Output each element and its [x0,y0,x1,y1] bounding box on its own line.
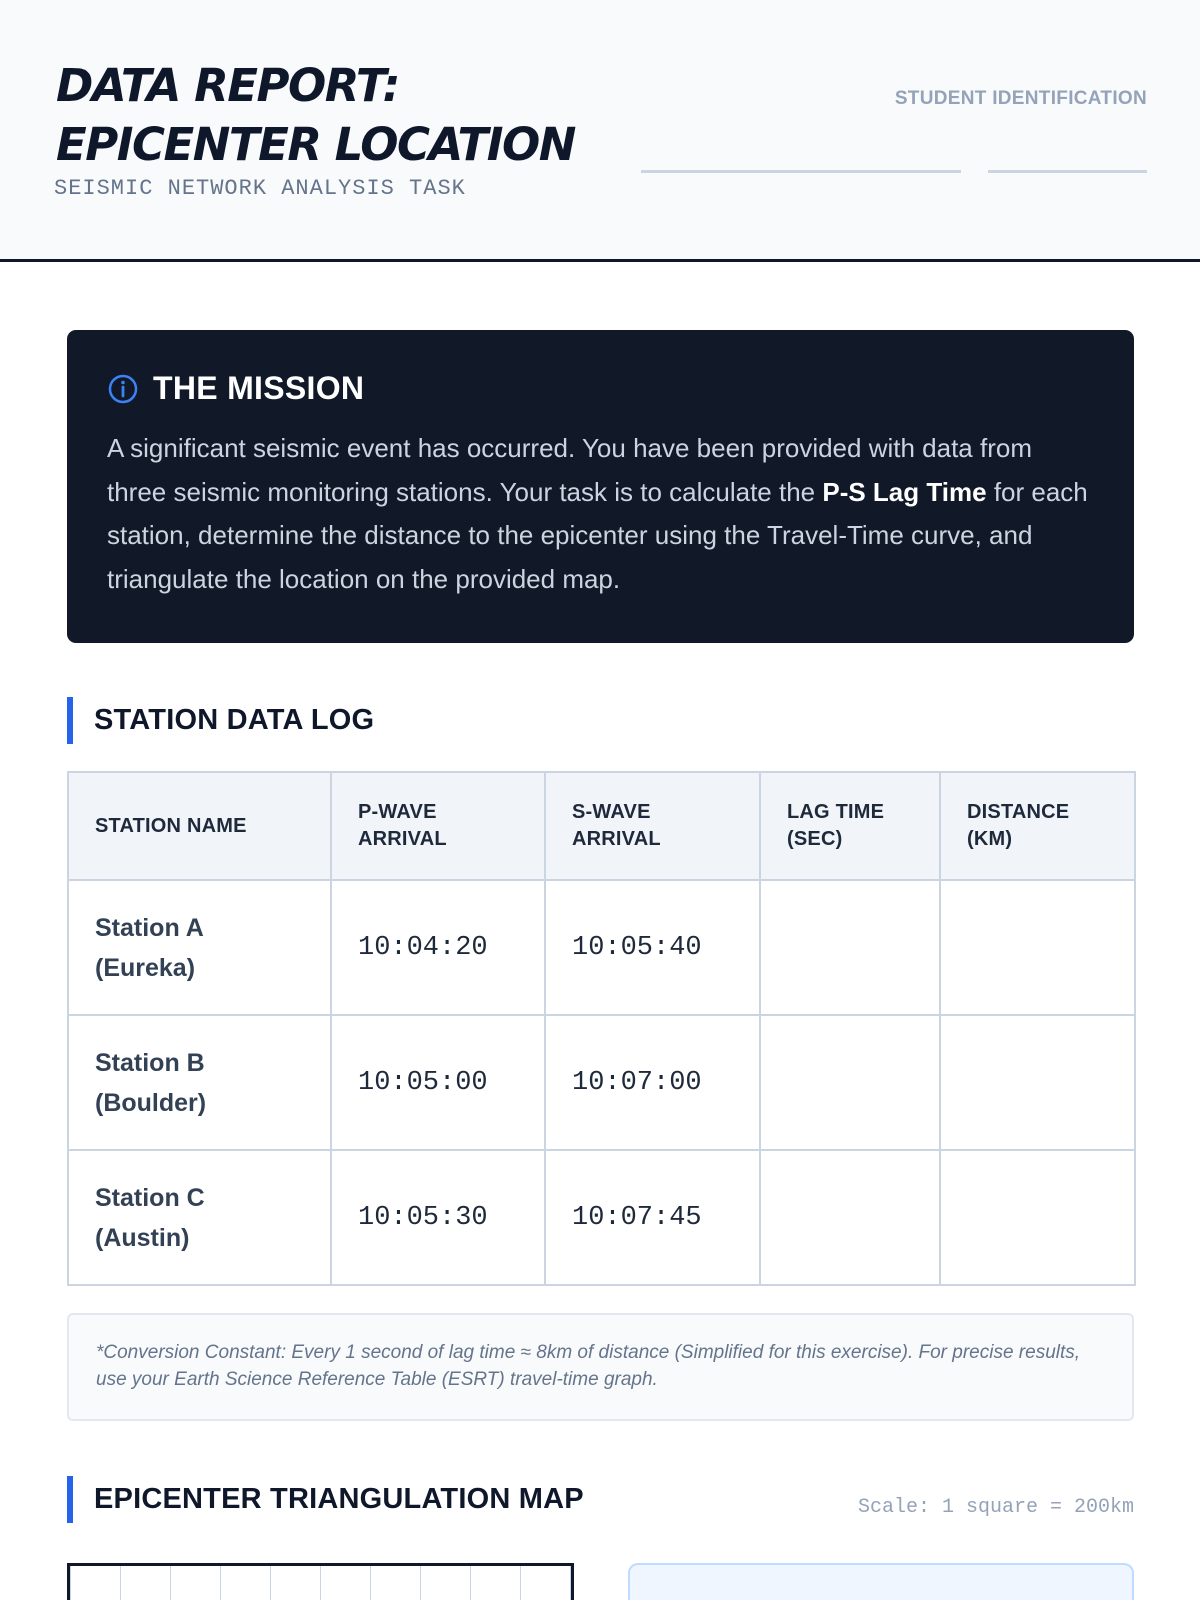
mission-header [107,370,1094,407]
p-wave-time: 10:05:00 [331,1015,545,1150]
table-row [68,1015,1135,1150]
lag-time-cell[interactable] [760,1150,940,1285]
station-name: Station C (Austin) [68,1150,331,1285]
mission-panel [67,330,1134,643]
title-line-2: EPICENTER LOCATION [56,118,575,171]
map-side-panel [628,1563,1134,1600]
station-data-log-heading: STATION DATA LOG [67,697,374,744]
conversion-note: *Conversion Constant: Every 1 second of lag time ≈ 8km of distance (Simplified for this exercise). For precise results, use your Earth Science Reference Table (ESRT) travel-time graph. [67,1313,1134,1421]
s-wave-time: 10:07:45 [545,1150,760,1285]
station-data-table [67,771,1136,1286]
triangulation-map-grid[interactable] [67,1563,574,1600]
info-icon [107,373,139,405]
triangulation-map-heading: EPICENTER TRIANGULATION MAP [67,1476,584,1523]
distance-cell[interactable] [940,1150,1135,1285]
p-wave-time: 10:05:30 [331,1150,545,1285]
mission-text-part-1: A significant seismic event has occurred. You have been provided with data from three seismic monitoring stations. Your task is to calculate the [107,433,1032,507]
col-s-wave-arrival: S-WAVE ARRIVAL [545,772,760,880]
table-header-row [68,772,1135,880]
mission-text-part-2: for each station, determine the distance to the epicenter using the Travel-Time curve, and triangulate the location on the provided map. [107,476,1088,594]
s-wave-time: 10:05:40 [545,880,760,1015]
lag-time-cell[interactable] [760,880,940,1015]
station-name: Station A (Eureka) [68,880,331,1015]
col-distance: DISTANCE (KM) [940,772,1135,880]
mission-title: THE MISSION [153,370,365,406]
lag-time-cell[interactable] [760,1015,940,1150]
student-name-line[interactable] [641,170,961,173]
student-identification-label: STUDENT IDENTIFICATION [894,88,1147,109]
p-wave-time: 10:04:20 [331,880,545,1015]
table-row [68,1150,1135,1285]
station-name: Station B (Boulder) [68,1015,331,1150]
col-lag-time: LAG TIME (SEC) [760,772,940,880]
report-title [56,56,575,174]
mission-description [107,427,1094,601]
distance-cell[interactable] [940,1015,1135,1150]
map-scale-note: Scale: 1 square = 200km [857,1496,1134,1519]
student-period-line[interactable] [988,170,1147,173]
table-row [68,880,1135,1015]
mission-text-emphasis: P-S Lag Time [822,476,987,507]
title-line-1: DATA REPORT: [56,59,400,112]
col-station-name: STATION NAME [68,772,331,880]
distance-cell[interactable] [940,880,1135,1015]
s-wave-time: 10:07:00 [545,1015,760,1150]
report-subtitle: SEISMIC NETWORK ANALYSIS TASK [54,176,466,201]
col-p-wave-arrival: P-WAVE ARRIVAL [331,772,545,880]
report-header [0,0,1200,262]
